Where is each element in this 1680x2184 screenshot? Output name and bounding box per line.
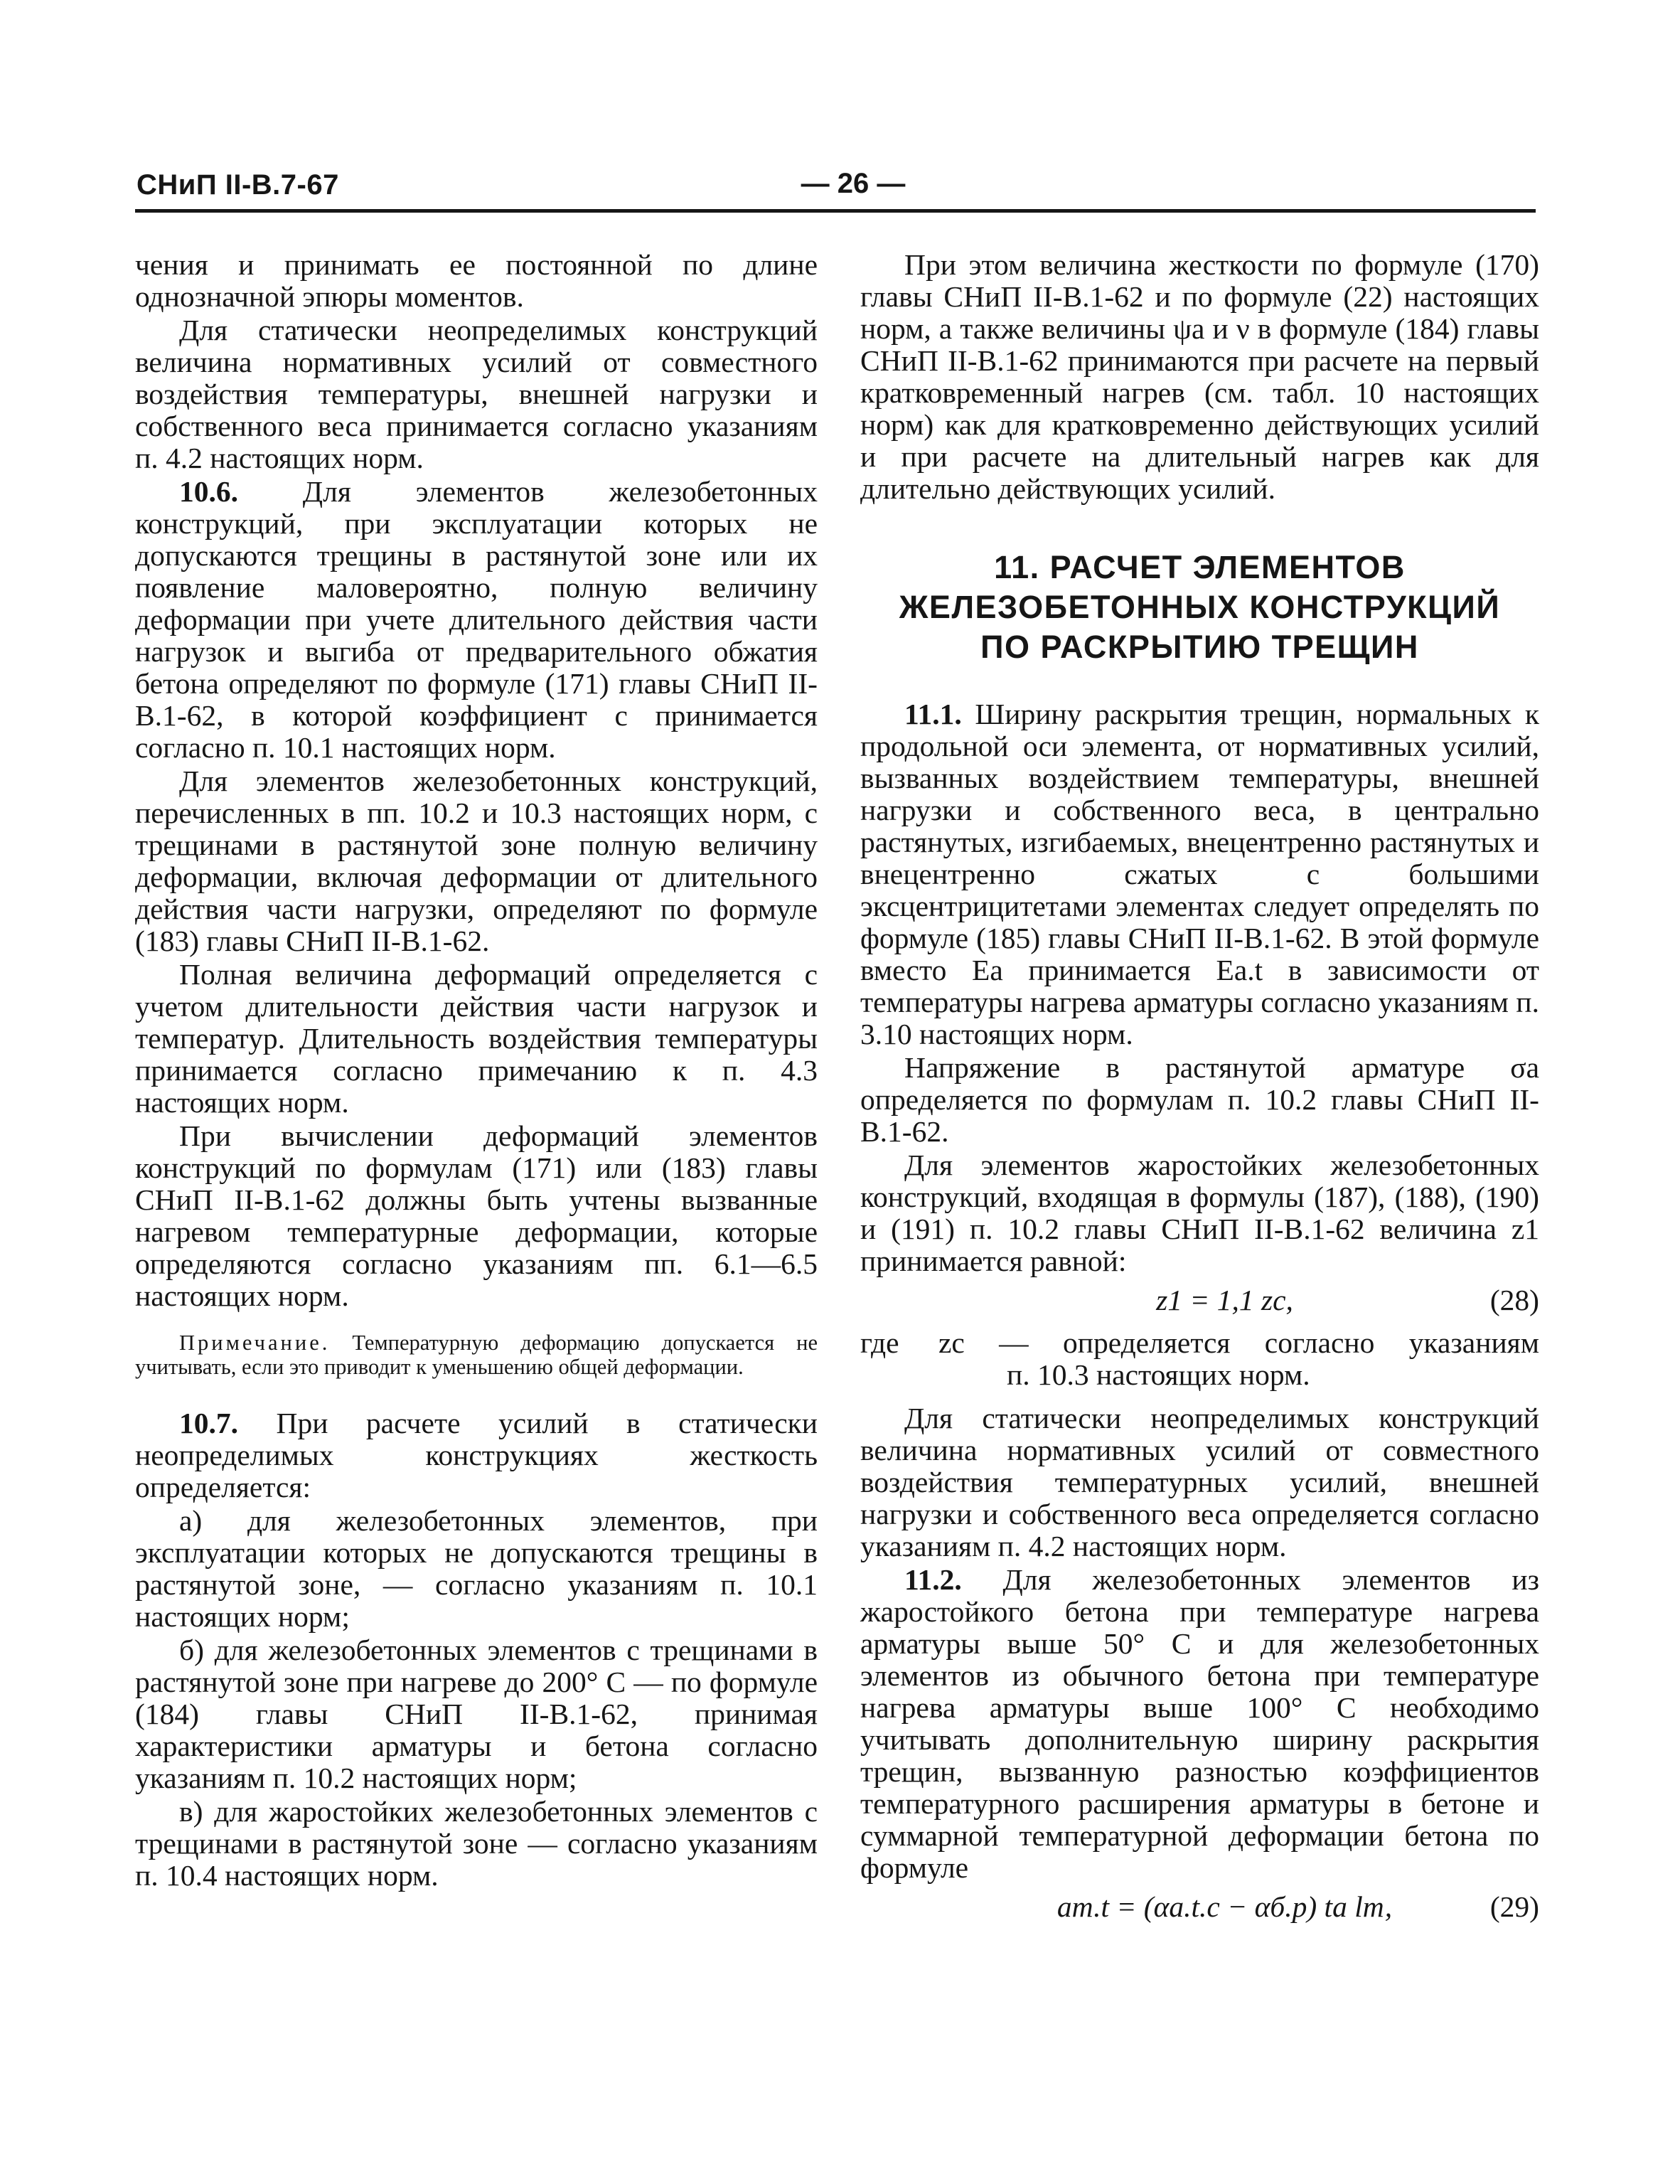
paragraph: Для элементов жаростойких железобетонных конструкций, входящая в формулы (187), (188), (190) и (191) п. 10.2 главы СНиП II-В.1-62 величина z1 принимается равной: — [860, 1149, 1539, 1277]
where-body — [938, 1327, 1539, 1391]
page-number: — 26 — — [801, 168, 906, 199]
paragraph-text: Ширину раскрытия трещин, нормальных к продольной оси элемента, от нормативных усилий, вызванных воздействием температуры, внешней нагрузки и собственного веса, в центрально растянутых, изгибаемых, внецентренно растянутых и внецентренно сжатых с большими эксцентрицитетами элементах следует определять по формуле (185) главы СНиП II-В.1-62. В этой формуле вместо Еа принимается Еа.t в зависимости от температуры нагрева арматуры согласно указаниям п. 3.10 настоящих норм. — [860, 698, 1539, 1050]
section-heading-line: ЖЕЛЕЗОБЕТОННЫХ КОНСТРУКЦИЙ — [899, 589, 1501, 625]
header-rule — [135, 209, 1536, 213]
formula-29 — [860, 1890, 1539, 1924]
clause-number: 10.6. — [179, 475, 238, 508]
formula-number: (29) — [1489, 1890, 1539, 1923]
clause-number: 11.1. — [904, 698, 962, 730]
paragraph: Для статически неопределимых конструкций величина нормативных усилий от совместного воздействия температуры, внешней нагрузки и собственного веса принимается согласно указаниям п. 4.2 настоящих норм. — [135, 314, 818, 474]
paragraph: При вычислении деформаций элементов конструкций по формулам (171) или (183) главы СНиП II-В.1-62 должны быть учтены вызванные нагревом температурные деформации, которые определяются согласно указаниям пп. 6.1—6.5 настоящих норм. — [135, 1119, 818, 1312]
clause-number: 10.7. — [179, 1407, 238, 1439]
right-column — [860, 249, 1539, 1934]
paragraph: чения и принимать ее постоянной по длине однозначной эпюры моментов. — [135, 248, 818, 313]
paragraph: Напряжение в растянутой арматуре σа определяется по формулам п. 10.2 главы СНиП II-В.1-62. — [860, 1051, 1539, 1148]
formula-expression: z1 = 1,1 zc, — [1156, 1284, 1293, 1316]
list-item-b: б) для железобетонных элементов с трещинами в растянутой зоне при нагреве до 200° С — по формуле (184) главы СНиП II-В.1-62, принимая характеристики арматуры и бетона согласно указаниям п. 10.2 настоящих норм; — [135, 1634, 818, 1794]
formula-number: (28) — [1489, 1284, 1539, 1316]
spacer — [135, 1379, 818, 1407]
where-line: zc — определяется согласно указаниям — [938, 1326, 1539, 1359]
section-heading-line: 11. РАСЧЕТ ЭЛЕМЕНТОВ — [994, 549, 1406, 585]
left-column — [135, 249, 818, 1892]
where-label: где — [860, 1326, 899, 1359]
paragraph: При этом величина жесткости по формуле (170) главы СНиП II-В.1-62 и по формуле (22) настоящих норм, а также величины ψа и ν в формуле (184) главы СНиП II-В.1-62 принимаются при расчете на первый кратковременный нагрев (см. табл. 10 настоящих норм) как для кратковременно действующих усилий и при расчете на длительный нагрев как для длительно действующих усилий. — [860, 248, 1539, 505]
list-item-c: в) для жаростойких железобетонных элементов с трещинами в растянутой зоне — согласно указаниям п. 10.4 настоящих норм. — [135, 1795, 818, 1892]
paragraph-text: При расчете усилий в статически неопределимых конструкциях жесткость определяется: — [135, 1407, 818, 1503]
section-heading-line: ПО РАСКРЫТИЮ ТРЕЩИН — [980, 629, 1419, 665]
note — [135, 1331, 818, 1379]
paragraph: Полная величина деформаций определяется с учетом длительности действия части нагрузок и температур. Длительность воздействия температуры принимается согласно примечанию к п. 4.3 настоящих норм. — [135, 958, 818, 1119]
paragraph-text: Для элементов железобетонных конструкций, при эксплуатации которых не допускаются трещины в растянутой зоне или их появление маловероятно, полную величину деформации при учете длительного действия части нагрузок и выгиба от предварительного обжатия бетона определяют по формуле (171) главы СНиП II-В.1-62, в которой коэффициент с принимается согласно п. 10.1 настоящих норм. — [135, 475, 818, 764]
list-item-a: а) для железобетонных элементов, при эксплуатации которых не допускаются трещины в растянутой зоне, — согласно указаниям п. 10.1 настоящих норм; — [135, 1504, 818, 1633]
section-heading — [860, 548, 1539, 667]
where-clause — [860, 1327, 1539, 1391]
paragraph-11-1 — [860, 698, 1539, 1050]
paragraph-text: Для железобетонных элементов из жаростойкого бетона при температуре нагрева арматуры выше 50° С и для железобетонных элементов из обычного бетона при температуре нагрева арматуры выше 100° С необходимо учитывать дополнительную ширину раскрытия трещин, вызванную разностью коэффициентов температурного расширения арматуры в бетоне и суммарной температурной деформации бетона по формуле — [860, 1563, 1539, 1884]
note-text: Температурную деформацию допускается не учитывать, если это приводит к уменьшению общей деформации. — [135, 1331, 818, 1379]
paragraph: Для элементов железобетонных конструкций, перечисленных в пп. 10.2 и 10.3 настоящих норм, с трещинами в растянутой зоне полную величину деформации, включая деформации от длительного действия части нагрузки, определяют по формуле (183) главы СНиП II-В.1-62. — [135, 765, 818, 957]
formula-expression: aт.t = (αа.t.с − αб.р) tа lт, — [1056, 1890, 1393, 1923]
paragraph: Для статически неопределимых конструкций величина нормативных усилий от совместного воздействия температурных усилий, внешней нагрузки и собственного веса определяется согласно указаниям п. 4.2 настоящих норм. — [860, 1402, 1539, 1562]
paragraph-10-7 — [135, 1407, 818, 1503]
clause-number: 11.2. — [904, 1563, 962, 1596]
running-header-code: СНиП II-В.7-67 — [137, 169, 339, 201]
paragraph-10-6 — [135, 476, 818, 764]
note-label: Примечание. — [179, 1331, 331, 1355]
paragraph-11-2 — [860, 1564, 1539, 1884]
where-line: п. 10.3 настоящих норм. — [1007, 1358, 1310, 1391]
formula-28 — [860, 1283, 1539, 1317]
